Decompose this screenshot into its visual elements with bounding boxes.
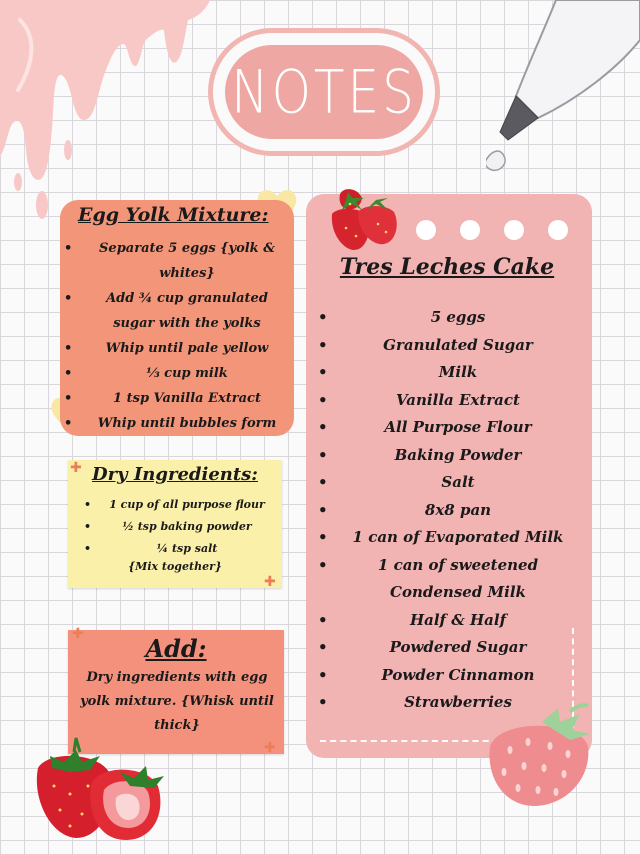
title-badge xyxy=(208,28,440,156)
list-item: • Powdered Sugar xyxy=(318,634,568,662)
strawberry-icon xyxy=(480,700,604,810)
list-item: • Strawberries xyxy=(318,689,568,717)
list-item: • Milk xyxy=(318,359,568,387)
list-item: • Half & Half xyxy=(318,607,568,635)
flower-icon: ✚ xyxy=(264,574,276,590)
list-item: • Add ¾ cup granulated sugar with the yolks xyxy=(64,286,284,336)
list-item: • Separate 5 eggs {yolk & whites} xyxy=(64,236,284,286)
icing-drip-decoration xyxy=(0,0,210,230)
piping-bag-icon xyxy=(486,0,640,190)
list-item: • Whip until pale yellow xyxy=(64,336,284,361)
strawberry-icon xyxy=(322,184,402,254)
binder-hole xyxy=(504,220,524,240)
add-heading: Add: xyxy=(145,634,207,663)
add-text: Dry ingredients with egg yolk mixture. {Whisk until thick} xyxy=(80,670,274,733)
list-item: • ½ tsp baking powder xyxy=(84,516,276,538)
list-item: • Salt xyxy=(318,469,568,497)
dry-ingredients-note: {Mix together} xyxy=(128,560,222,573)
list-item: • 1 can of sweetened Condensed Milk xyxy=(318,552,568,607)
egg-yolk-list xyxy=(64,236,284,436)
list-item: • 1 can of Evaporated Milk xyxy=(318,524,568,552)
list-item: • Whip until bubbles form xyxy=(64,411,284,436)
dry-ingredients-list xyxy=(84,494,276,560)
list-item: • Powder Cinnamon xyxy=(318,662,568,690)
list-item: • ⅓ cup milk xyxy=(64,361,284,386)
list-item: • 1 tsp Vanilla Extract xyxy=(64,386,284,411)
flower-icon: ✚ xyxy=(264,740,276,756)
list-item: • 1 cup of all purpose flour xyxy=(84,494,276,516)
egg-yolk-heading: Egg Yolk Mixture: xyxy=(78,204,269,226)
list-item: • Vanilla Extract xyxy=(318,387,568,415)
list-item: • Baking Powder xyxy=(318,442,568,470)
list-item: • 5 eggs xyxy=(318,304,568,332)
page-title: NOTES xyxy=(231,57,417,127)
tres-leches-heading: Tres Leches Cake xyxy=(339,254,555,280)
flower-icon: ✚ xyxy=(70,460,82,476)
list-item: • ¼ tsp salt xyxy=(84,538,276,560)
tres-leches-list xyxy=(318,304,568,717)
binder-hole xyxy=(416,220,436,240)
list-item: • Granulated Sugar xyxy=(318,332,568,360)
list-item: • All Purpose Flour xyxy=(318,414,568,442)
dry-ingredients-heading: Dry Ingredients: xyxy=(92,464,258,485)
binder-hole xyxy=(548,220,568,240)
binder-hole xyxy=(460,220,480,240)
list-item: • 8x8 pan xyxy=(318,497,568,525)
flower-icon: ✚ xyxy=(72,626,84,642)
strawberry-icon xyxy=(30,728,170,846)
